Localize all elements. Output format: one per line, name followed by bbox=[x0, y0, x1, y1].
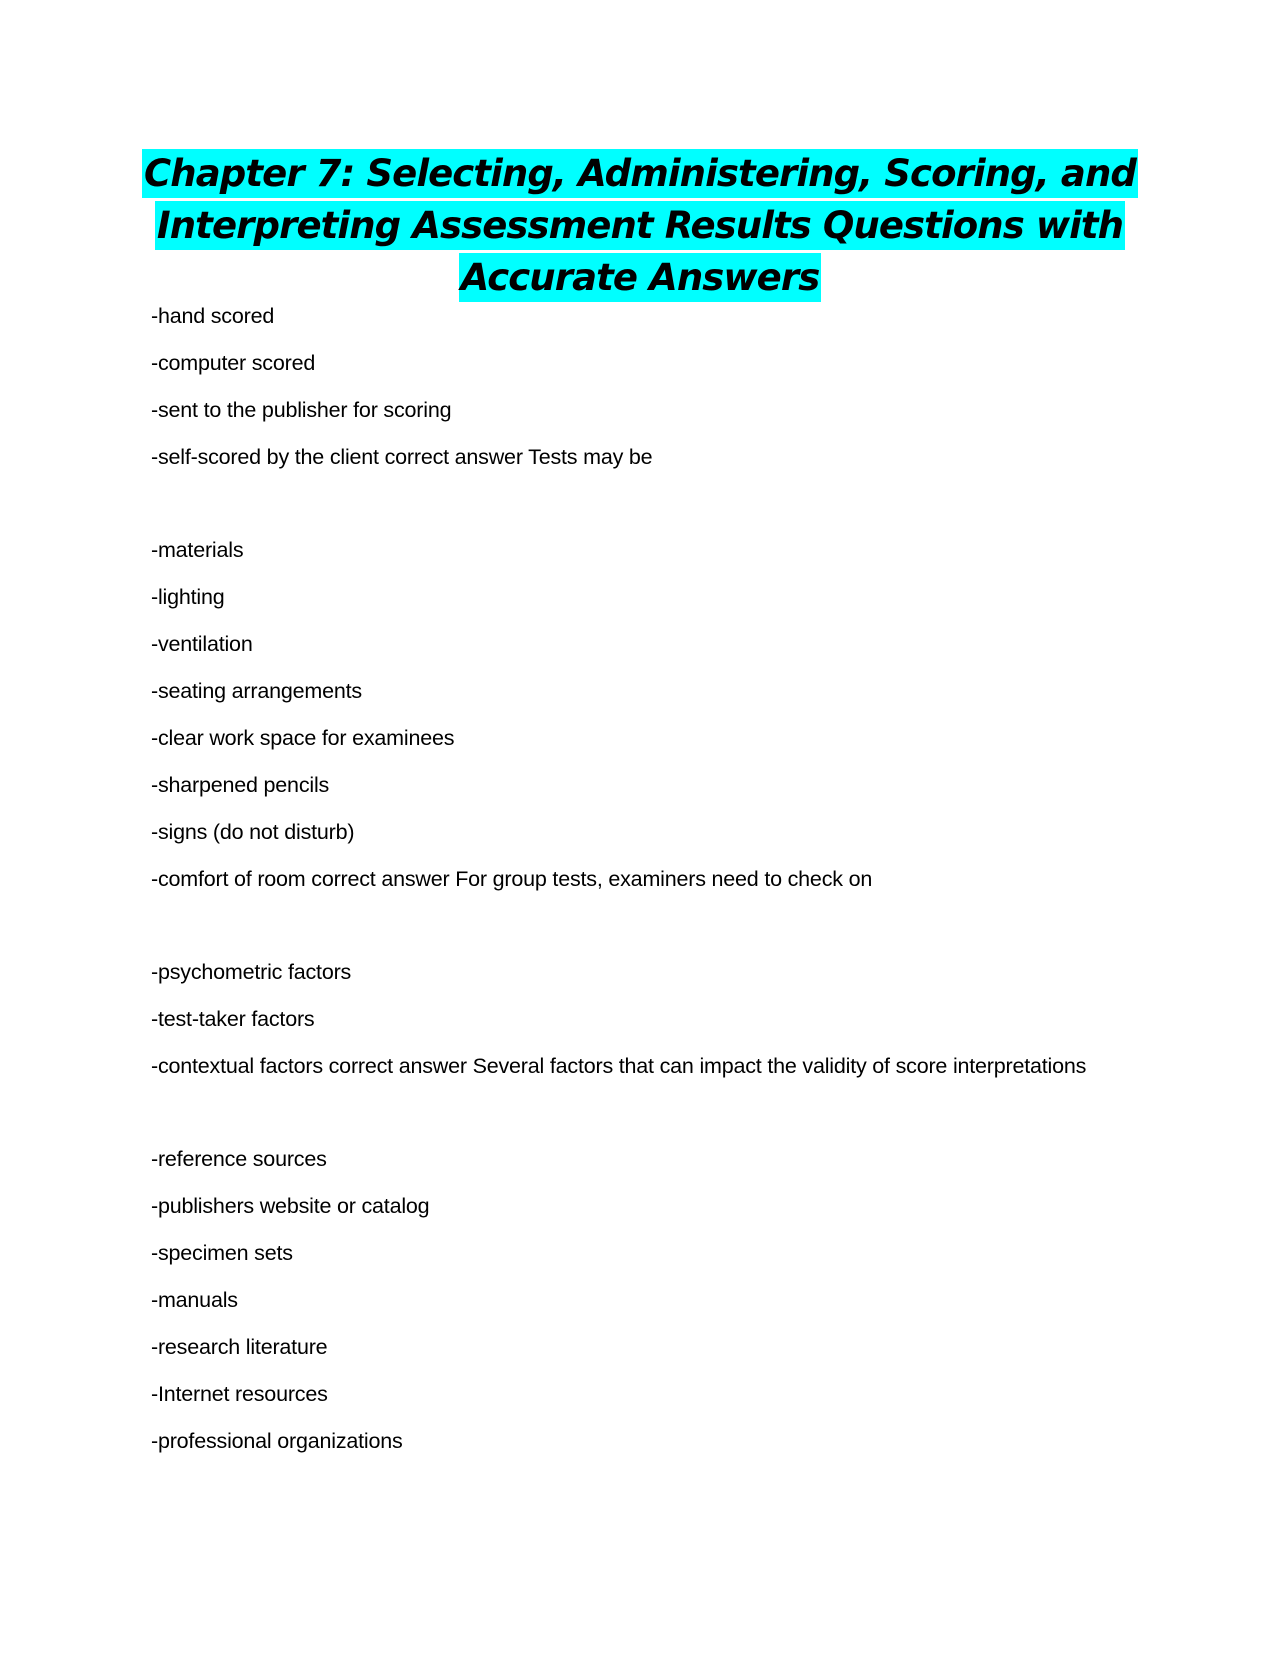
answer-line: -contextual factors correct answer Several factors that can impact the validity of score interpretations bbox=[151, 1054, 1087, 1078]
answer-line: -signs (do not disturb) bbox=[151, 820, 355, 844]
title-highlight: Chapter 7: Selecting, Administering, Scoring, and Interpreting Assessment Results Questions with Accurate Answers bbox=[142, 149, 1138, 302]
answer-line: -lighting bbox=[151, 585, 225, 609]
answer-line: -test-taker factors bbox=[151, 1007, 315, 1031]
document-title bbox=[140, 148, 1140, 304]
document-body bbox=[151, 300, 1171, 1472]
block-spacer bbox=[151, 910, 1171, 956]
answer-line: -sent to the publisher for scoring bbox=[151, 398, 452, 422]
answer-line: -hand scored bbox=[151, 304, 275, 328]
block-spacer bbox=[151, 1097, 1171, 1143]
answer-line: -sharpened pencils bbox=[151, 773, 330, 797]
block-spacer bbox=[151, 488, 1171, 534]
answer-line: -research literature bbox=[151, 1335, 328, 1359]
answer-line: -publishers website or catalog bbox=[151, 1194, 430, 1218]
answer-line: -specimen sets bbox=[151, 1241, 293, 1265]
answer-line: -reference sources bbox=[151, 1147, 327, 1171]
answer-line: -Internet resources bbox=[151, 1382, 328, 1406]
answer-line: -psychometric factors bbox=[151, 960, 352, 984]
answer-line: -clear work space for examinees bbox=[151, 726, 455, 750]
answer-line: -professional organizations bbox=[151, 1429, 403, 1453]
answer-line: -materials bbox=[151, 538, 244, 562]
answer-line: -ventilation bbox=[151, 632, 253, 656]
answer-line: -manuals bbox=[151, 1288, 238, 1312]
answer-line: -comfort of room correct answer For group tests, examiners need to check on bbox=[151, 867, 873, 891]
answer-line: -self-scored by the client correct answer Tests may be bbox=[151, 445, 653, 469]
answer-line: -computer scored bbox=[151, 351, 316, 375]
answer-line: -seating arrangements bbox=[151, 679, 362, 703]
